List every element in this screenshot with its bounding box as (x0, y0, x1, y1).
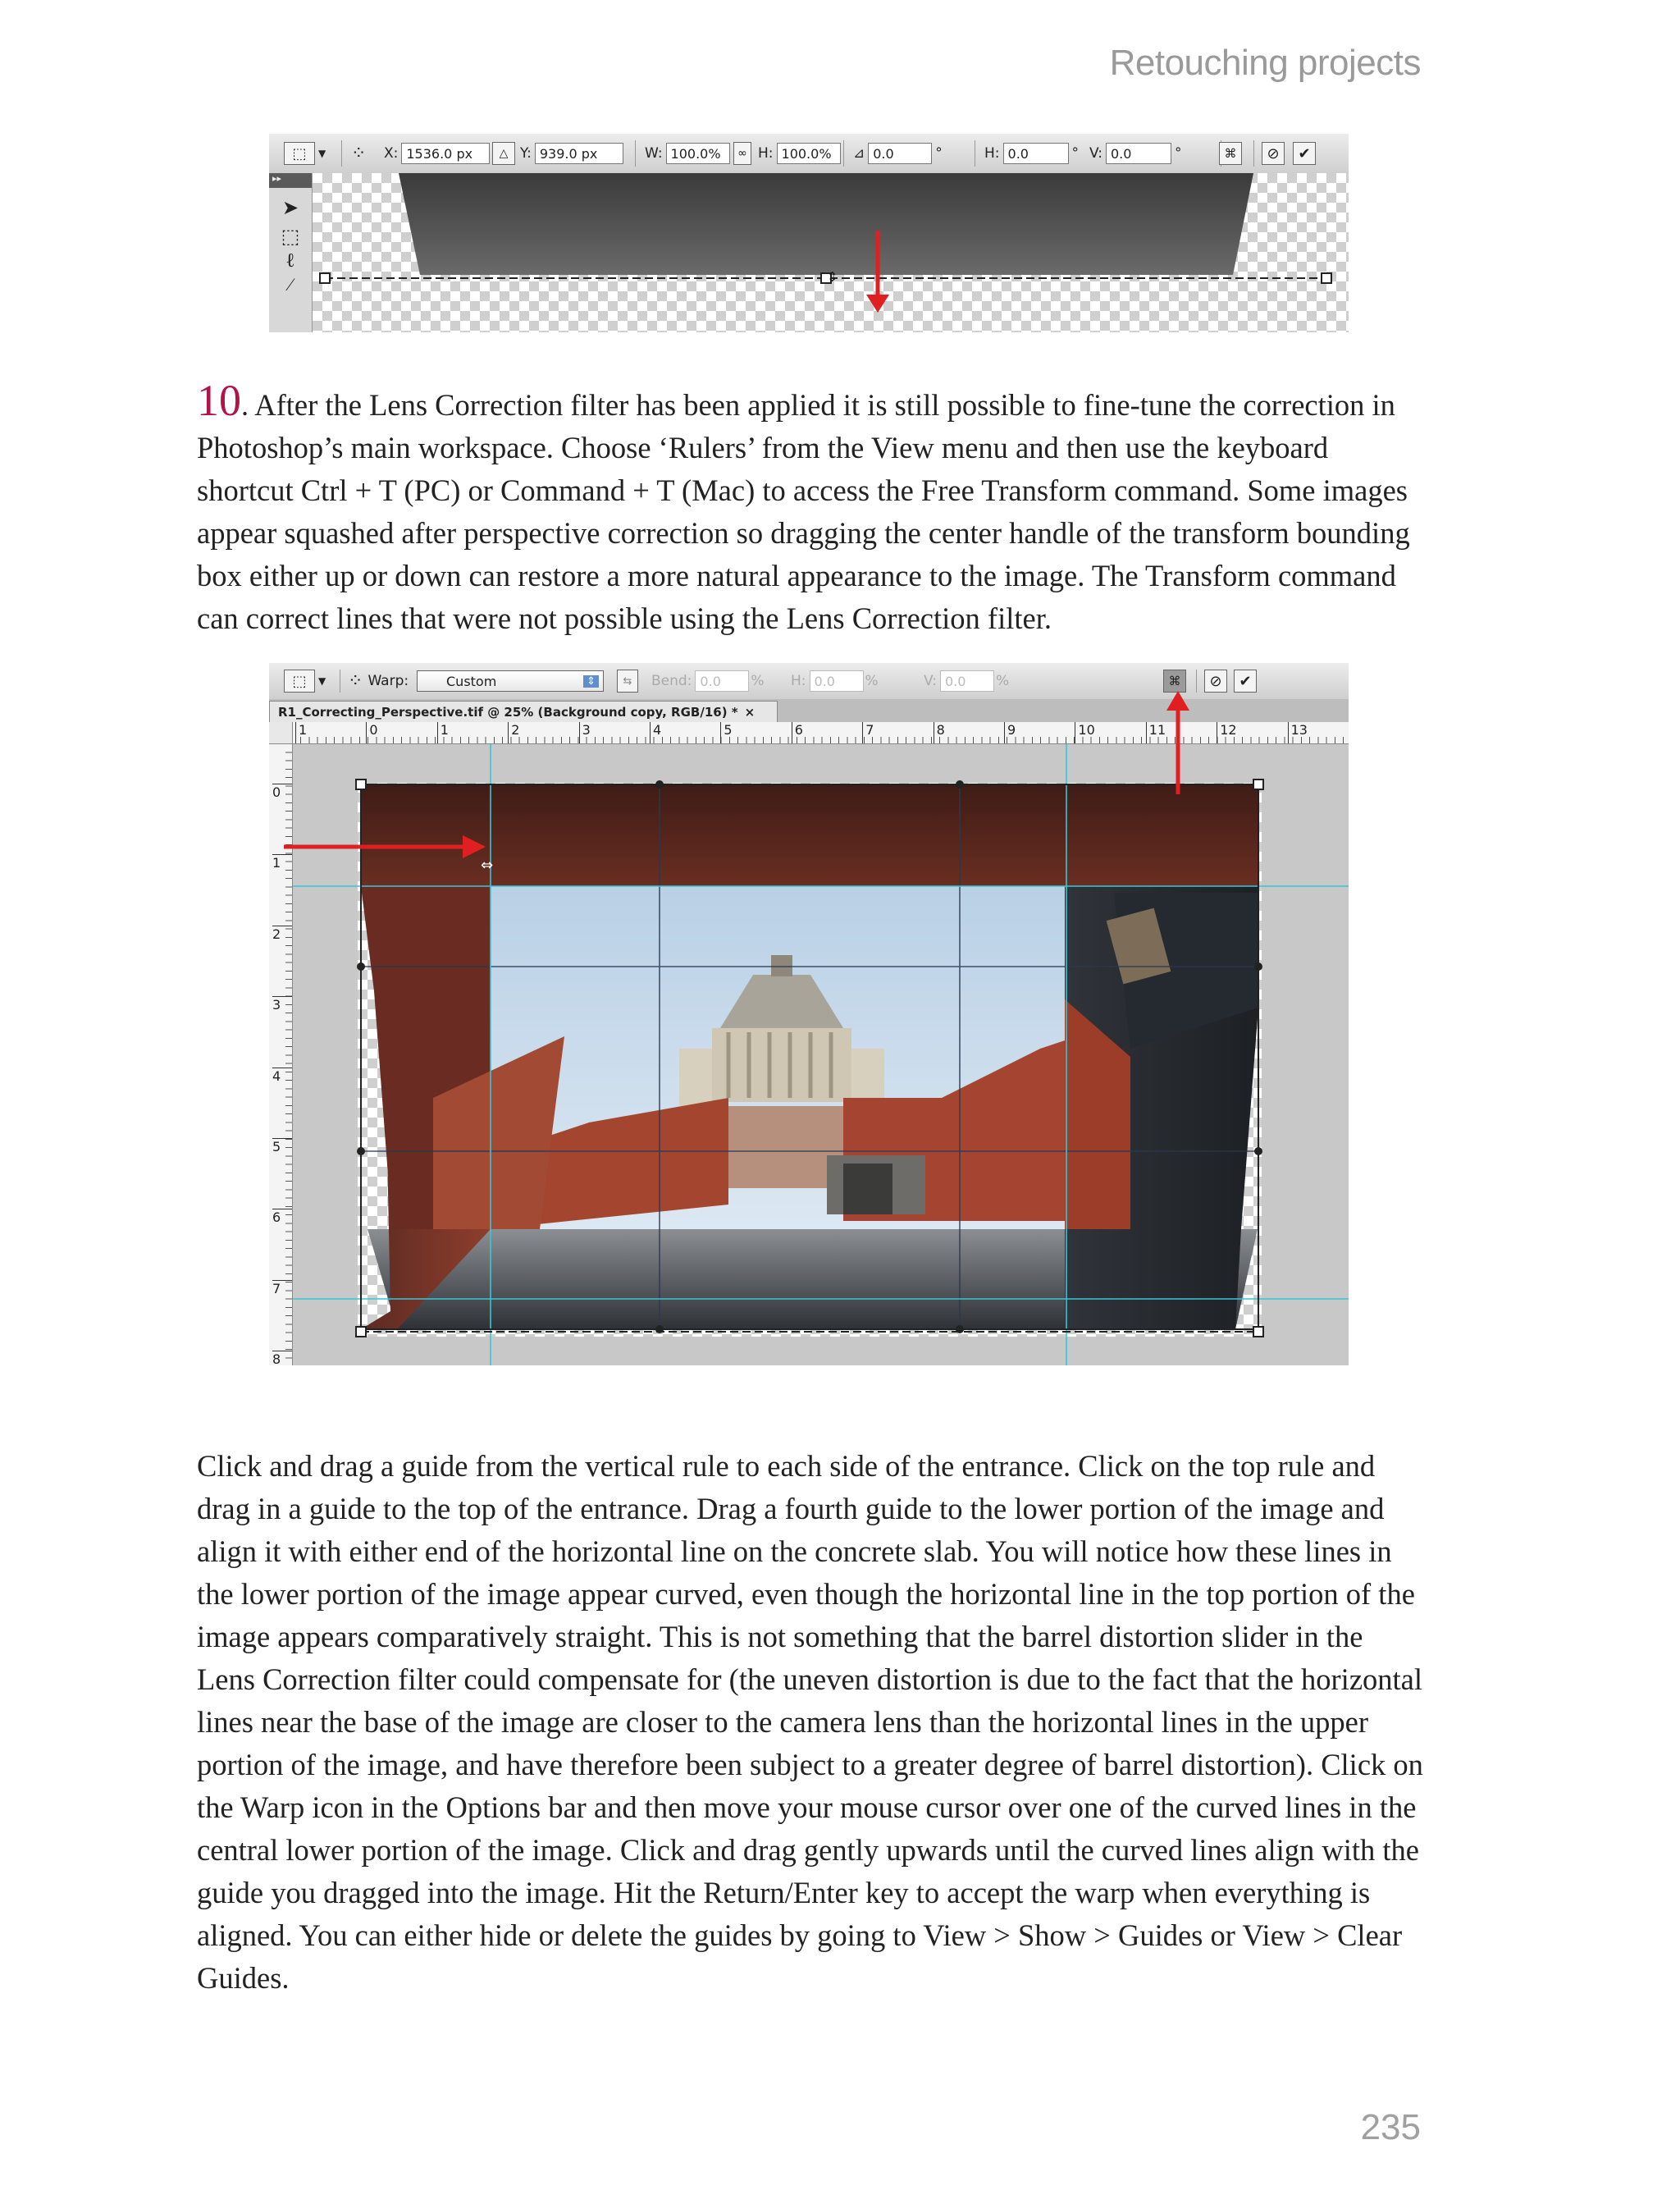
x-label: X: (384, 145, 399, 162)
dropdown-arrows-icon: ⇕ (583, 675, 599, 688)
warp-h-unit: % (865, 673, 879, 689)
ruler-top-label: 1 (295, 722, 307, 743)
ruler-left-label: 5 (272, 1138, 292, 1154)
document-title: R1_Correcting_Perspective.tif @ 25% (Background copy, RGB/16) * (278, 704, 738, 720)
warp-v-label: V: (924, 673, 937, 689)
ruler-top-label: 4 (650, 722, 661, 743)
bend-label: Bend: (651, 673, 692, 689)
ruler-left-label: 4 (272, 1068, 292, 1084)
width-field[interactable]: 100.0% (666, 143, 730, 164)
h-skew-field[interactable]: 0.0 (1003, 143, 1069, 164)
ruler-top-label: 12 (1217, 722, 1236, 743)
panel-collapse-icon[interactable]: ▸▸ (269, 173, 312, 188)
magic-wand-tool-icon[interactable]: ⁄ (289, 274, 292, 295)
h-skew-degree: ° (1071, 145, 1080, 162)
step-10-paragraph (197, 376, 1427, 640)
ruler-top-label: 8 (934, 722, 945, 743)
ruler-top-label: 3 (579, 722, 591, 743)
v-skew-field[interactable]: 0.0 (1106, 143, 1171, 164)
ruler-top-label: 7 (862, 722, 874, 743)
warp-h-label: H: (791, 673, 806, 689)
ruler-left-label: 7 (272, 1280, 292, 1296)
warp-v-unit: % (995, 673, 1010, 689)
h-skew-label: H: (984, 145, 1000, 162)
transformed-image-strip (269, 134, 1349, 332)
ruler-top-label: 9 (1004, 722, 1016, 743)
close-icon[interactable]: × (744, 704, 756, 720)
move-tool-icon[interactable]: ➤ (281, 198, 299, 219)
cancel-icon: ⊘ (1209, 672, 1222, 690)
relative-position-icon[interactable]: △ (492, 142, 515, 165)
ruler-left-label: 0 (272, 784, 292, 800)
ruler-left-label: 3 (272, 996, 292, 1013)
rotate-icon: ⊿ (853, 145, 865, 162)
bend-field[interactable]: 0.0 (695, 670, 749, 692)
warp-mode-button-active[interactable]: ⌘ (1163, 670, 1186, 693)
checkmark-icon: ✔ (1239, 672, 1252, 690)
warp-v-field[interactable]: 0.0 (940, 670, 994, 692)
cancel-icon: ⊘ (1267, 144, 1280, 162)
ruler-top-label: 10 (1075, 722, 1094, 743)
warp-h-field[interactable]: 0.0 (810, 670, 864, 692)
warp-mode-button[interactable]: ⌘ (1219, 142, 1242, 165)
figure-warp-workspace (269, 663, 1349, 1365)
ruler-top-label: 6 (792, 722, 803, 743)
x-position-field[interactable]: 1536.0 px (401, 143, 490, 164)
y-position-field[interactable]: 939.0 px (535, 143, 623, 164)
warped-photo (269, 663, 1349, 1365)
ruler-top-label: 5 (720, 722, 732, 743)
height-field[interactable]: 100.0% (777, 143, 841, 164)
tool-preset-picker[interactable]: ⬚ ▼ (284, 663, 326, 699)
y-label: Y: (520, 145, 532, 162)
step-number: 10 (197, 376, 241, 425)
height-label: H: (758, 145, 774, 162)
running-header: Retouching projects (1109, 43, 1421, 83)
ruler-left-label: 1 (272, 854, 292, 871)
ruler-top-label: 1 (437, 722, 449, 743)
reference-point-icon: ⁘ (348, 670, 363, 692)
ruler-left-label: 2 (272, 926, 292, 942)
v-skew-label: V: (1089, 145, 1102, 162)
ruler-top-label: 13 (1288, 722, 1308, 743)
body-paragraph: Click and drag a guide from the vertical rule to each side of the entrance. Click on the top rule and drag in a guide to the top of the entrance. Drag a fourth guide to the lower portion of the image and align it with either end of the horizontal line on the concrete slab. You will notice how these lines in the lower portion of the image appear curved, even though the horizontal line in the top portion of the image appears comparatively straight. This is not something that the barrel distortion slider in the Lens Correction filter could compensate for (the uneven distortion is due to the fact that the horizontal lines near the base of the image are closer to the camera lens than the horizontal lines in the upper portion of the image, and have therefore been subject to a greater degree of barrel distortion). Click on the Warp icon in the Options bar and then move your mouse cursor over one of the curved lines in the central lower portion of the image. Click and drag gently upwards until the curved lines align with the guide you dragged into the image. Hit the Return/Enter key to accept the warp when everything is aligned. You can either hide or delete the guides by going to View > Show > Guides or View > Clear Guides. (197, 1449, 1423, 1995)
rotate-field[interactable]: 0.0 (868, 143, 932, 164)
page-number: 235 (1360, 2107, 1421, 2147)
tool-preset-picker[interactable]: ⬚ ▼ (284, 134, 326, 173)
svg-text:⇕: ⇕ (827, 269, 838, 285)
ruler-left-label: 6 (272, 1209, 292, 1225)
warp-icon-arrow (1166, 691, 1189, 794)
svg-text:⇔: ⇔ (481, 857, 494, 874)
checkmark-icon: ✔ (1298, 144, 1311, 162)
figure-transform-options (269, 134, 1349, 332)
degree-symbol: ° (935, 145, 943, 162)
link-proportions-icon[interactable]: ∞ (733, 142, 751, 165)
warp-style-value: Custom (446, 673, 497, 689)
ruler-top-label: 11 (1146, 722, 1166, 743)
marquee-tool-icon[interactable]: ⬚ (281, 226, 300, 248)
lasso-tool-icon[interactable]: ℓ (285, 250, 295, 272)
transform-tool-icon: ⬚ (284, 142, 315, 165)
warp-style-label: Warp: (368, 673, 409, 689)
warp-orientation-button[interactable]: ⇆ (617, 670, 638, 693)
v-skew-degree: ° (1174, 145, 1182, 162)
bend-unit: % (751, 673, 765, 689)
ruler-left-label: 8 (272, 1351, 292, 1365)
transform-tool-icon: ⬚ (284, 670, 315, 693)
ruler-top-label: 0 (366, 722, 377, 743)
ruler-top-label: 2 (508, 722, 519, 743)
width-label: W: (645, 145, 663, 162)
step-10-text: . After the Lens Correction filter has been applied it is still possible to fine-tune the correction in Photoshop’s main workspace. Choose ‘Rulers’ from the View menu and then use the keyboard shortcut Ctrl + T (PC) or Command + T (Mac) to access the Free Transform command. Some images appear squashed after perspective correction so dragging the center handle of the transform bounding box either up or down can restore a more natural appearance to the image. The Transform command can correct lines that were not possible using the Lens Correction filter. (197, 388, 1410, 635)
reference-point-icon: ⁘ (351, 143, 365, 164)
